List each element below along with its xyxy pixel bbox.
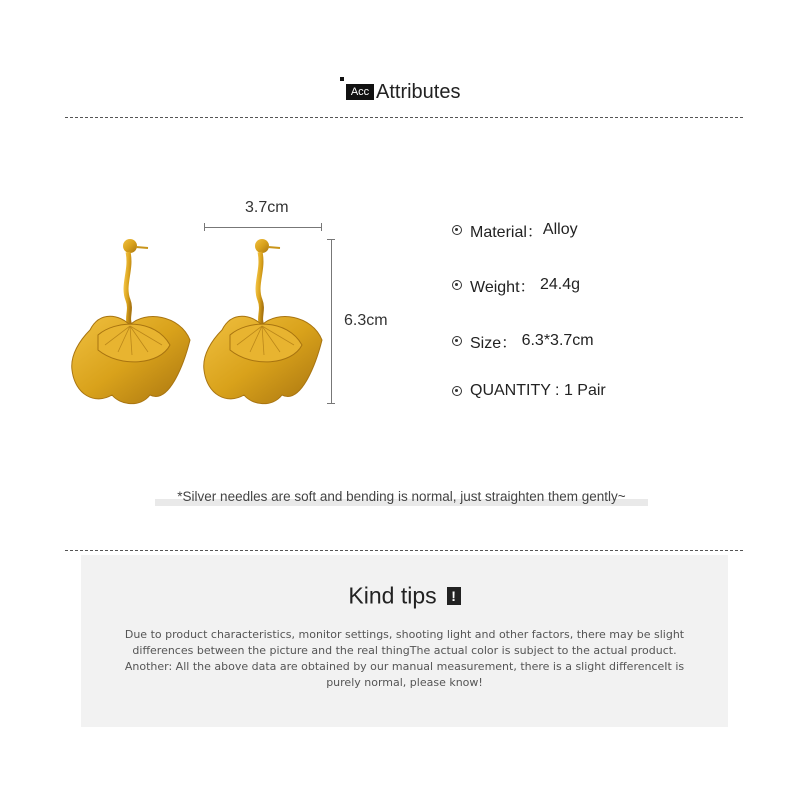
height-tick-top (327, 239, 335, 240)
height-label: 6.3cm (344, 312, 388, 329)
height-tick-bottom (327, 403, 335, 404)
attr-value: 6.3*3.7cm (521, 332, 594, 349)
attr-label: Size： (470, 334, 522, 352)
width-dimension-line (204, 227, 322, 228)
attr-label: Material： (470, 223, 543, 241)
care-note: *Silver needles are soft and bending is normal, just straighten them gently~ (155, 488, 648, 506)
top-divider (65, 117, 743, 118)
bullet-icon (452, 386, 462, 396)
attr-material (452, 218, 578, 242)
attr-value: 1 Pair (563, 382, 606, 399)
width-label: 3.7cm (245, 199, 289, 216)
header-badge: Acc (346, 84, 374, 100)
kind-tips-box (81, 555, 728, 727)
product-image (60, 230, 340, 420)
attr-quantity (452, 379, 606, 403)
attr-value: 24.4g (539, 276, 581, 293)
attr-size (452, 329, 594, 353)
kind-tips-heading (81, 581, 728, 609)
attr-label: QUANTITY : (470, 382, 564, 399)
bottom-divider (65, 550, 743, 551)
earring-left (72, 239, 190, 404)
height-dimension-line (331, 239, 332, 404)
kind-tips-title: Kind tips (348, 582, 437, 609)
attr-weight (452, 273, 580, 297)
section-header (0, 74, 800, 110)
attr-value: Alloy (542, 221, 578, 238)
width-tick-left (204, 223, 205, 231)
bullet-icon (452, 336, 462, 346)
attr-label: Weight： (470, 278, 540, 296)
width-tick-right (321, 223, 322, 231)
exclamation-icon: ! (447, 587, 461, 605)
earring-right (204, 239, 322, 404)
bullet-icon (452, 225, 462, 235)
section-title: Attributes (376, 81, 461, 103)
bullet-icon (452, 280, 462, 290)
header-dot (340, 77, 344, 81)
kind-tips-text: Due to product characteristics, monitor settings, shooting light and other factors, there may be slight differences between the picture and the real thingThe actual color is subject to the actual product. Another: All the above data are obtained by our manual measurement, there is a slight differenceIt is purely normal, please know! (124, 628, 685, 689)
